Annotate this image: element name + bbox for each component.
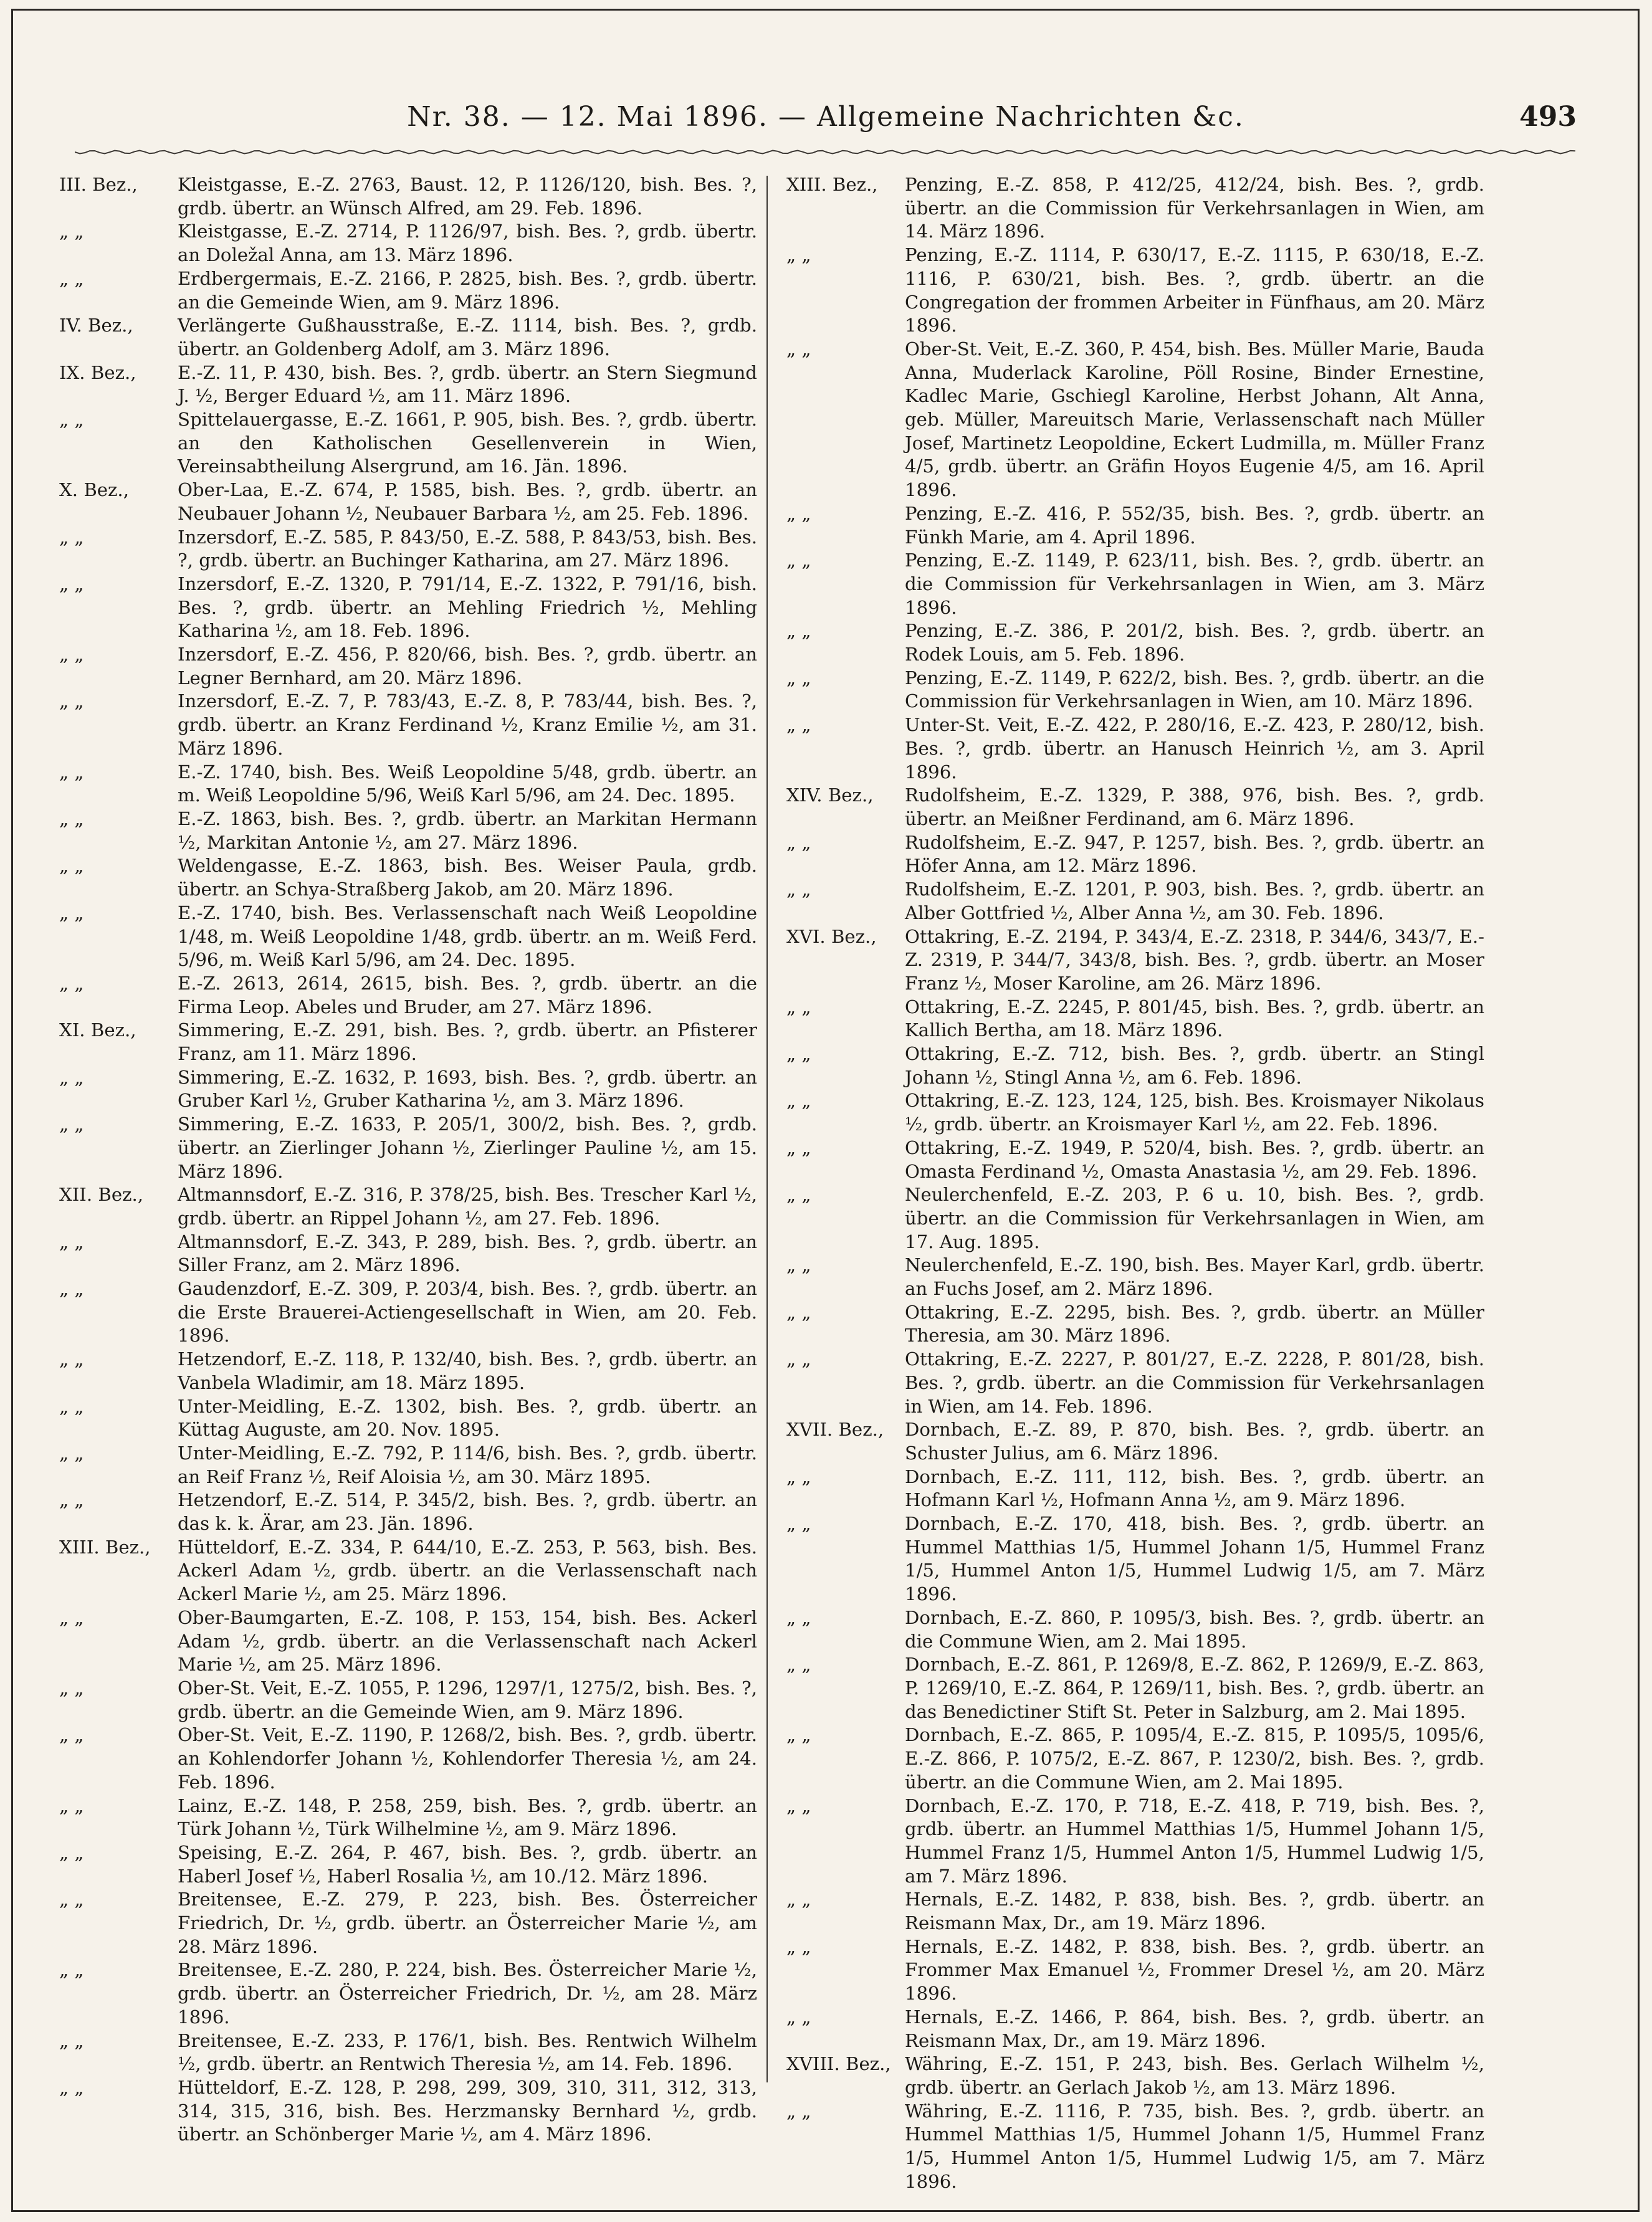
district-prefix: „ „ [59, 1795, 84, 1816]
district-prefix: „ „ [59, 1889, 84, 1910]
entry-text: Dornbach, E.-Z. 170, P. 718, E.-Z. 418, P. 719, bish. Bes. ?, grdb. übertr. an Hummel Matthias 1/5, Hummel Johann 1/5, Hummel Franz 1/5, Hummel Anton 1/5, Hummel Ludwig 1/5, am 7. März 1896. [905, 1795, 1484, 1887]
register-entry [59, 690, 757, 760]
register-entry [786, 1935, 1484, 2006]
district-prefix: „ „ [59, 221, 84, 242]
register-entry [59, 643, 757, 690]
district-prefix: „ „ [786, 1043, 811, 1065]
register-entry [59, 902, 757, 972]
register-entry [59, 1019, 757, 1066]
district-prefix: „ „ [59, 1395, 84, 1417]
district-prefix: III. Bez., [59, 174, 138, 195]
register-entry [786, 831, 1484, 878]
register-entry [59, 1958, 757, 2029]
district-prefix: „ „ [786, 1606, 811, 1628]
district-prefix: XII. Bez., [59, 1184, 144, 1206]
entry-text: Hetzendorf, E.-Z. 118, P. 132/40, bish. Bes. ?, grdb. übertr. an Vanbela Wladimir, am 18. März 1895. [178, 1348, 757, 1393]
register-entry [786, 667, 1484, 713]
entry-text: Kleistgasse, E.-Z. 2714, P. 1126/97, bish. Bes. ?, grdb. übertr. an Doležal Anna, am 13. März 1896. [178, 221, 757, 266]
district-prefix: XIII. Bez., [786, 174, 878, 195]
register-entry [786, 1418, 1484, 1465]
entry-text: Ottakring, E.-Z. 123, 124, 125, bish. Bes. Kroismayer Nikolaus ½, grdb. übertr. an Kroismayer Karl ½, am 22. Feb. 1896. [905, 1090, 1484, 1135]
register-entry [59, 361, 757, 408]
district-prefix: „ „ [59, 1113, 84, 1135]
entry-text: Inzersdorf, E.-Z. 7, P. 783/43, E.-Z. 8, P. 783/44, bish. Bes. ?, grdb. übertr. an Kranz Ferdinand ½, Kranz Emilie ½, am 31. März 1896. [178, 690, 757, 759]
register-entry [59, 1183, 757, 1230]
entry-text: Rudolfsheim, E.-Z. 1201, P. 903, bish. Bes. ?, grdb. übertr. an Alber Gottfried ½, Alber Anna ½, am 30. Feb. 1896. [905, 879, 1484, 923]
district-prefix: „ „ [59, 1066, 84, 1088]
register-entry [786, 1888, 1484, 1935]
register-entry [786, 502, 1484, 549]
register-entry [59, 972, 757, 1019]
register-entry [786, 1254, 1484, 1300]
register-entry [59, 1677, 757, 1724]
entry-text: Ottakring, E.-Z. 2295, bish. Bes. ?, grdb. übertr. an Müller Theresia, am 30. März 1896. [905, 1301, 1484, 1347]
district-prefix: „ „ [59, 1959, 84, 1981]
district-prefix: „ „ [786, 1348, 811, 1370]
district-prefix: „ „ [786, 831, 811, 853]
district-prefix: „ „ [59, 2029, 84, 2051]
entry-text: E.-Z. 1863, bish. Bes. ?, grdb. übertr. an Markitan Hermann ½, Markitan Antonie ½, am 27. März 1896. [178, 808, 757, 853]
district-prefix: XVII. Bez., [786, 1419, 884, 1441]
entry-text: Dornbach, E.-Z. 170, 418, bish. Bes. ?, grdb. übertr. an Hummel Matthias 1/5, Hummel Johann 1/5, Hummel Franz 1/5, Hummel Anton 1/5, Hummel Ludwig 1/5, am 7. März 1896. [905, 1513, 1484, 1605]
entry-text: Ober-Laa, E.-Z. 674, P. 1585, bish. Bes. ?, grdb. übertr. an Neubauer Johann ½, Neubauer Barbara ½, am 25. Feb. 1896. [178, 479, 757, 524]
district-prefix: „ „ [786, 2006, 811, 2028]
district-prefix: „ „ [786, 550, 811, 571]
register-entry [786, 2053, 1484, 2099]
entry-text: Ottakring, E.-Z. 2245, P. 801/45, bish. Bes. ?, grdb. übertr. an Kallich Bertha, am 18. März 1896. [905, 996, 1484, 1041]
entry-text: Ober-St. Veit, E.-Z. 360, P. 454, bish. Bes. Müller Marie, Bauda Anna, Muderlack Karoline, Pöll Rosine, Binder Ernestine, Kadlec Marie, Gschiegl Karoline, Herbst Johann, Alt Anna, geb. Müller, Mareuitsch Marie, Verlassenschaft nach Müller Josef, Martinetz Leopoldine, Eckert Ludmilla, m. Müller Franz 4/5, grdb. übertr. an Gräfin Hoyos Eugenie 4/5, am 16. April 1896. [905, 338, 1484, 501]
entry-text: Simmering, E.-Z. 1633, P. 205/1, 300/2, bish. Bes. ?, grdb. übertr. an Zierlinger Johann ½, Zierlinger Pauline ½, am 15. März 1896. [178, 1113, 757, 1182]
entry-text: Hernals, E.-Z. 1482, P. 838, bish. Bes. ?, grdb. übertr. an Reismann Max, Dr., am 19. März 1896. [905, 1889, 1484, 1934]
column-divider [766, 176, 768, 2082]
entry-text: Altmannsdorf, E.-Z. 343, P. 289, bish. Bes. ?, grdb. übertr. an Siller Franz, am 2. März 1896. [178, 1231, 757, 1276]
entry-text: Weldengasse, E.-Z. 1863, bish. Bes. Weiser Paula, grdb. übertr. an Schya-Straßberg Jakob, am 20. März 1896. [178, 855, 757, 900]
entry-text: Breitensee, E.-Z. 280, P. 224, bish. Bes. Österreicher Marie ½, grdb. übertr. an Österreicher Friedrich, Dr. ½, am 28. März 1896. [178, 1959, 757, 2028]
register-entry [59, 1113, 757, 1183]
register-entry [59, 1724, 757, 1794]
district-prefix: „ „ [59, 1231, 84, 1252]
register-entry [59, 1888, 757, 1958]
decorative-wavy-rule [75, 147, 1577, 157]
entry-text: Altmannsdorf, E.-Z. 316, P. 378/25, bish. Bes. Trescher Karl ½, grdb. übertr. an Rippel Johann ½, am 27. Feb. 1896. [178, 1184, 757, 1229]
entry-text: Simmering, E.-Z. 1632, P. 1693, bish. Bes. ?, grdb. übertr. an Gruber Karl ½, Gruber Katharina ½, am 3. März 1896. [178, 1066, 757, 1112]
district-prefix: „ „ [786, 996, 811, 1018]
district-prefix: X. Bez., [59, 479, 129, 501]
district-prefix: „ „ [59, 972, 84, 994]
register-entry [59, 314, 757, 361]
entry-text: Gaudenzdorf, E.-Z. 309, P. 203/4, bish. Bes. ?, grdb. übertr. an die Erste Brauerei-Actiengesellschaft in Wien, am 20. Feb. 1896. [178, 1278, 757, 1347]
district-prefix: „ „ [786, 1137, 811, 1158]
entry-text: Erdbergermais, E.-Z. 2166, P. 2825, bish. Bes. ?, grdb. übertr. an die Gemeinde Wien, am 9. März 1896. [178, 267, 757, 313]
register-entry [59, 761, 757, 808]
register-entry [59, 1536, 757, 1606]
district-prefix: „ „ [59, 808, 84, 829]
district-prefix: „ „ [786, 620, 811, 642]
district-prefix: „ „ [786, 1301, 811, 1323]
entry-text: Inzersdorf, E.-Z. 585, P. 843/50, E.-Z. 588, P. 843/53, bish. Bes. ?, grdb. übertr. an Buchinger Katharina, am 27. März 1896. [178, 526, 757, 571]
register-entry [786, 1724, 1484, 1794]
header-title: Nr. 38. — 12. Mai 1896. — Allgemeine Nachrichten &c. [407, 101, 1244, 133]
entry-text: Hütteldorf, E.-Z. 128, P. 298, 299, 309, 310, 311, 312, 313, 314, 315, 316, bish. Bes. Herzmansky Bernhard ½, grdb. übertr. an Schönberger Marie ½, am 4. März 1896. [178, 2076, 757, 2145]
entry-text: Rudolfsheim, E.-Z. 947, P. 1257, bish. Bes. ?, grdb. übertr. an Höfer Anna, am 12. März 1896. [905, 831, 1484, 877]
register-entry [59, 1066, 757, 1113]
entry-text: Penzing, E.-Z. 1149, P. 623/11, bish. Bes. ?, grdb. übertr. an die Commission für Verkehrsanlagen in Wien, am 3. März 1896. [905, 550, 1484, 618]
district-prefix: „ „ [786, 1090, 811, 1112]
entry-text: Rudolfsheim, E.-Z. 1329, P. 388, 976, bish. Bes. ?, grdb. übertr. an Meißner Ferdinand, am 6. März 1896. [905, 784, 1484, 829]
district-prefix: „ „ [59, 1348, 84, 1370]
entry-text: Dornbach, E.-Z. 861, P. 1269/8, E.-Z. 862, P. 1269/9, E.-Z. 863, P. 1269/10, E.-Z. 864, P. 1269/11, bish. Bes. ?, grdb. übertr. an das Benedictiner Stift St. Peter in Salzburg, am 2. Mai 1895. [905, 1654, 1484, 1722]
entry-text: Penzing, E.-Z. 1114, P. 630/17, E.-Z. 1115, P. 630/18, E.-Z. 1116, P. 630/21, bish. Bes. ?, grdb. übertr. an die Congregation der frommen Arbeiter in Fünfhaus, am 20. März 1896. [905, 244, 1484, 336]
entry-text: Penzing, E.-Z. 416, P. 552/35, bish. Bes. ?, grdb. übertr. an Fünkh Marie, am 4. April 1896. [905, 502, 1484, 548]
entry-text: Hernals, E.-Z. 1482, P. 838, bish. Bes. ?, grdb. übertr. an Frommer Max Emanuel ½, Frommer Dresel ½, am 20. März 1896. [905, 1935, 1484, 2005]
district-prefix: „ „ [59, 855, 84, 877]
entry-text: Penzing, E.-Z. 1149, P. 622/2, bish. Bes. ?, grdb. übertr. an die Commission für Verkehrsanlagen in Wien, am 10. März 1896. [905, 667, 1484, 712]
district-prefix: „ „ [59, 573, 84, 594]
district-prefix: „ „ [59, 526, 84, 548]
entry-text: Dornbach, E.-Z. 865, P. 1095/4, E.-Z. 815, P. 1095/5, 1095/6, E.-Z. 866, P. 1075/2, E.-Z. 867, P. 1230/2, bish. Bes. ?, grdb. übertr. an die Commune Wien, am 2. Mai 1895. [905, 1724, 1484, 1793]
entry-text: Penzing, E.-Z. 858, P. 412/25, 412/24, bish. Bes. ?, grdb. übertr. an die Commission für Verkehrsanlagen in Wien, am 14. März 1896. [905, 174, 1484, 242]
register-entry [59, 526, 757, 573]
district-prefix: „ „ [786, 1889, 811, 1910]
register-entry [59, 408, 757, 479]
district-prefix: „ „ [59, 761, 84, 783]
entry-text: Spittelauergasse, E.-Z. 1661, P. 905, bish. Bes. ?, grdb. übertr. an den Katholischen Gesellenverein in Wien, Vereinsabtheilung Alsergrund, am 16. Jän. 1896. [178, 409, 757, 477]
register-entry [786, 1301, 1484, 1348]
district-prefix: „ „ [786, 1184, 811, 1206]
register-entry [59, 1841, 757, 1888]
entry-text: Inzersdorf, E.-Z. 1320, P. 791/14, E.-Z. 1322, P. 791/16, bish. Bes. ?, grdb. übertr. an Mehling Friedrich ½, Mehling Katharina ½, am 18. Feb. 1896. [178, 573, 757, 642]
register-entry [786, 619, 1484, 666]
district-prefix: „ „ [786, 1795, 811, 1816]
entry-text: Ober-St. Veit, E.-Z. 1055, P. 1296, 1297/1, 1275/2, bish. Bes. ?, grdb. übertr. an die Gemeinde Wien, am 9. März 1896. [178, 1677, 757, 1722]
register-entry [786, 338, 1484, 502]
register-entry [786, 713, 1484, 784]
register-entry [786, 1795, 1484, 1889]
entry-text: E.-Z. 2613, 2614, 2615, bish. Bes. ?, grdb. übertr. an die Firma Leop. Abeles und Bruder, am 27. März 1896. [178, 972, 757, 1018]
district-prefix: XVI. Bez., [786, 925, 877, 947]
district-prefix: „ „ [786, 1654, 811, 1676]
register-entry [59, 1348, 757, 1395]
register-entry [786, 784, 1484, 831]
entry-text: Ottakring, E.-Z. 712, bish. Bes. ?, grdb. übertr. an Stingl Johann ½, Stingl Anna ½, am 6. Feb. 1896. [905, 1043, 1484, 1088]
entry-text: Kleistgasse, E.-Z. 2763, Baust. 12, P. 1126/120, bish. Bes. ?, grdb. übertr. an Wünsch Alfred, am 29. Feb. 1896. [178, 174, 757, 219]
district-prefix: XIII. Bez., [59, 1536, 151, 1558]
entry-text: Unter-St. Veit, E.-Z. 422, P. 280/16, E.-Z. 423, P. 280/12, bish. Bes. ?, grdb. übertr. an Hanusch Heinrich ½, am 3. April 1896. [905, 714, 1484, 783]
entry-text: Ober-Baumgarten, E.-Z. 108, P. 153, 154, bish. Bes. Ackerl Adam ½, grdb. übertr. an die Verlassenschaft nach Ackerl Marie ½, am 25. März 1896. [178, 1606, 757, 1676]
register-entry [786, 173, 1484, 244]
register-entry [786, 878, 1484, 925]
district-prefix: „ „ [59, 1606, 84, 1628]
entry-text: Ober-St. Veit, E.-Z. 1190, P. 1268/2, bish. Bes. ?, grdb. übertr. an Kohlendorfer Johann ½, Kohlendorfer Theresia ½, am 24. Feb. 1896. [178, 1724, 757, 1793]
register-entry [786, 1653, 1484, 1724]
register-entry [786, 1348, 1484, 1418]
register-entry [59, 1395, 757, 1442]
district-prefix: „ „ [59, 902, 84, 923]
right-column [786, 173, 1484, 2193]
district-prefix: „ „ [786, 1466, 811, 1487]
district-prefix: XVIII. Bez., [786, 2053, 891, 2075]
district-prefix: „ „ [59, 1841, 84, 1863]
district-prefix: „ „ [786, 1724, 811, 1746]
entry-text: Neulerchenfeld, E.-Z. 203, P. 6 u. 10, bish. Bes. ?, grdb. übertr. an die Commission für Verkehrsanlagen in Wien, am 17. Aug. 1895. [905, 1184, 1484, 1252]
district-prefix: „ „ [786, 1513, 811, 1535]
entry-text: Hütteldorf, E.-Z. 334, P. 644/10, E.-Z. 253, P. 563, bish. Bes. Ackerl Adam ½, grdb. übertr. an die Verlassenschaft nach Ackerl Marie ½, am 25. März 1896. [178, 1536, 757, 1605]
entry-text: Ottakring, E.-Z. 2227, P. 801/27, E.-Z. 2228, P. 801/28, bish. Bes. ?, grdb. übertr. an die Commission für Verkehrsanlagen in Wien, am 14. Feb. 1896. [905, 1348, 1484, 1417]
district-prefix: „ „ [59, 1489, 84, 1511]
district-prefix: IV. Bez., [59, 315, 133, 336]
district-prefix: „ „ [786, 667, 811, 689]
district-prefix: „ „ [786, 879, 811, 900]
district-prefix: IX. Bez., [59, 361, 136, 383]
entry-text: Breitensee, E.-Z. 279, P. 223, bish. Bes. Österreicher Friedrich, Dr. ½, grdb. übertr. an Österreicher Marie ½, am 28. März 1896. [178, 1889, 757, 1957]
entry-text: Währing, E.-Z. 151, P. 243, bish. Bes. Gerlach Wilhelm ½, grdb. übertr. an Gerlach Jakob ½, am 13. März 1896. [905, 2053, 1484, 2098]
register-entry [786, 549, 1484, 619]
register-entry [786, 1466, 1484, 1512]
register-entry [786, 2006, 1484, 2053]
district-prefix: XI. Bez., [59, 1019, 136, 1041]
register-entry [786, 1089, 1484, 1136]
register-entry [59, 2029, 757, 2076]
page-number: 493 [1519, 101, 1577, 133]
register-entry [59, 1442, 757, 1489]
entry-text: Lainz, E.-Z. 148, P. 258, 259, bish. Bes. ?, grdb. übertr. an Türk Johann ½, Türk Wilhelmine ½, am 9. März 1896. [178, 1795, 757, 1840]
register-entry [59, 267, 757, 314]
register-entry [786, 1512, 1484, 1606]
left-column [59, 173, 757, 2147]
register-entry [786, 996, 1484, 1042]
register-entry [786, 2100, 1484, 2194]
entry-text: Dornbach, E.-Z. 111, 112, bish. Bes. ?, grdb. übertr. an Hofmann Karl ½, Hofmann Anna ½, am 9. März 1896. [905, 1466, 1484, 1511]
district-prefix: „ „ [59, 644, 84, 665]
entry-text: Breitensee, E.-Z. 233, P. 176/1, bish. Bes. Rentwich Wilhelm ½, grdb. übertr. an Rentwich Theresia ½, am 14. Feb. 1896. [178, 2029, 757, 2075]
district-prefix: „ „ [786, 1935, 811, 1957]
entry-text: Hernals, E.-Z. 1466, P. 864, bish. Bes. ?, grdb. übertr. an Reismann Max, Dr., am 19. März 1896. [905, 2006, 1484, 2051]
entry-text: Unter-Meidling, E.-Z. 792, P. 114/6, bish. Bes. ?, grdb. übertr. an Reif Franz ½, Reif Aloisia ½, am 30. März 1895. [178, 1442, 757, 1487]
district-prefix: „ „ [59, 267, 84, 289]
entry-text: Ottakring, E.-Z. 2194, P. 343/4, E.-Z. 2318, P. 344/6, 343/7, E.-Z. 2319, P. 344/7, 343/8, bish. Bes. ?, grdb. übertr. an Moser Franz ½, Moser Karoline, am 26. März 1896. [905, 925, 1484, 994]
entry-text: Ottakring, E.-Z. 1949, P. 520/4, bish. Bes. ?, grdb. übertr. an Omasta Ferdinand ½, Omasta Anastasia ½, am 29. Feb. 1896. [905, 1137, 1484, 1182]
entry-text: Verlängerte Gußhausstraße, E.-Z. 1114, bish. Bes. ?, grdb. übertr. an Goldenberg Adolf, am 3. März 1896. [178, 315, 757, 360]
district-prefix: „ „ [59, 1677, 84, 1699]
entry-text: Neulerchenfeld, E.-Z. 190, bish. Bes. Mayer Karl, grdb. übertr. an Fuchs Josef, am 2. März 1896. [905, 1254, 1484, 1300]
register-entry [786, 1042, 1484, 1089]
register-entry [786, 1183, 1484, 1254]
register-entry [786, 244, 1484, 338]
register-entry [59, 573, 757, 643]
district-prefix: „ „ [59, 2076, 84, 2098]
entry-text: Unter-Meidling, E.-Z. 1302, bish. Bes. ?, grdb. übertr. an Küttag Auguste, am 20. Nov. 1895. [178, 1395, 757, 1441]
register-entry [59, 1277, 757, 1348]
district-prefix: „ „ [786, 338, 811, 360]
district-prefix: „ „ [786, 2100, 811, 2122]
register-entry [786, 1137, 1484, 1183]
district-prefix: „ „ [59, 690, 84, 712]
entry-text: Penzing, E.-Z. 386, P. 201/2, bish. Bes. ?, grdb. übertr. an Rodek Louis, am 5. Feb. 1896. [905, 620, 1484, 665]
district-prefix: „ „ [786, 502, 811, 524]
page-header [75, 101, 1577, 145]
district-prefix: „ „ [59, 409, 84, 431]
entry-text: E.-Z. 1740, bish. Bes. Weiß Leopoldine 5/48, grdb. übertr. an m. Weiß Leopoldine 5/96, Weiß Karl 5/96, am 24. Dec. 1895. [178, 761, 757, 806]
register-entry [59, 173, 757, 220]
entry-text: E.-Z. 1740, bish. Bes. Verlassenschaft nach Weiß Leopoldine 1/48, m. Weiß Leopoldine 1/48, grdb. übertr. an m. Weiß Ferd. 5/96, m. Weiß Karl 5/96, am 24. Dec. 1895. [178, 902, 757, 971]
entry-text: Speising, E.-Z. 264, P. 467, bish. Bes. ?, grdb. übertr. an Haberl Josef ½, Haberl Rosalia ½, am 10./12. März 1896. [178, 1841, 757, 1887]
district-prefix: „ „ [786, 1254, 811, 1276]
district-prefix: „ „ [59, 1278, 84, 1300]
register-entry [59, 1795, 757, 1841]
district-prefix: XIV. Bez., [786, 784, 874, 806]
register-entry [59, 1489, 757, 1535]
entry-text: Hetzendorf, E.-Z. 514, P. 345/2, bish. Bes. ?, grdb. übertr. an das k. k. Ärar, am 23. Jän. 1896. [178, 1489, 757, 1535]
entry-text: Dornbach, E.-Z. 860, P. 1095/3, bish. Bes. ?, grdb. übertr. an die Commune Wien, am 2. Mai 1895. [905, 1606, 1484, 1652]
entry-text: E.-Z. 11, P. 430, bish. Bes. ?, grdb. übertr. an Stern Siegmund J. ½, Berger Eduard ½, am 11. März 1896. [178, 361, 757, 407]
register-entry [786, 1606, 1484, 1653]
register-entry [59, 1606, 757, 1677]
entry-text: Dornbach, E.-Z. 89, P. 870, bish. Bes. ?, grdb. übertr. an Schuster Julius, am 6. März 1896. [905, 1419, 1484, 1464]
register-entry [786, 925, 1484, 996]
register-entry [59, 479, 757, 525]
district-prefix: „ „ [59, 1724, 84, 1746]
district-prefix: „ „ [786, 244, 811, 266]
district-prefix: „ „ [786, 714, 811, 736]
entry-text: Währing, E.-Z. 1116, P. 735, bish. Bes. ?, grdb. übertr. an Hummel Matthias 1/5, Hummel Johann 1/5, Hummel Franz 1/5, Hummel Anton 1/5, Hummel Ludwig 1/5, am 7. März 1896. [905, 2100, 1484, 2192]
register-entry [59, 2076, 757, 2147]
register-entry [59, 854, 757, 901]
entry-text: Simmering, E.-Z. 291, bish. Bes. ?, grdb. übertr. an Pfisterer Franz, am 11. März 1896. [178, 1019, 757, 1065]
register-entry [59, 220, 757, 267]
register-entry [59, 1231, 757, 1277]
district-prefix: „ „ [59, 1442, 84, 1464]
entry-text: Inzersdorf, E.-Z. 456, P. 820/66, bish. Bes. ?, grdb. übertr. an Legner Bernhard, am 20. März 1896. [178, 644, 757, 689]
register-entry [59, 808, 757, 854]
